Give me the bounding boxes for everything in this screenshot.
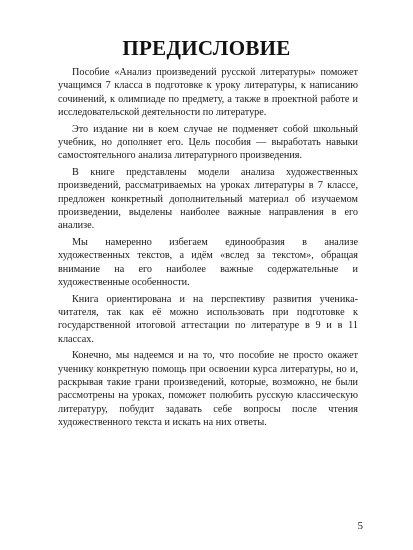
paragraph-4: Мы намеренно избегаем единообразия в анализе художественных текстов, а идём «вслед за текстом», обращая внимание на его наиболее важные содержательные и художественные особенности. — [58, 236, 358, 289]
paragraph-2: Это издание ни в коем случае не подменяет собой школьный учебник, но дополняет его. Цель пособия — выработать навыки самостоятельного анализа литературного произведения. — [58, 123, 358, 162]
paragraph-1: Пособие «Анализ произведений русской литературы» поможет учащимся 7 класса в подготовке к уроку литературы, к написанию сочинений, к олимпиаде по предмету, а также в проектной работе и исследовательской деятельности по литературе. — [58, 67, 358, 119]
page-number: 5 — [357, 520, 363, 532]
paragraph-5: Книга ориентирована и на перспективу развития ученика-читателя, так как её можно использовать при подготовке к государственной итоговой аттестации по литературе в 9 и в 11 классах. — [58, 293, 358, 345]
paragraph-3: В книге представлены модели анализа художественных произведений, рассматриваемых на уроках литературы в 7 классе, предложен конкретный дополнительный материал об изучаемом произведении, выделены наиболее важные направления в его анализе. — [58, 166, 358, 232]
paragraph-6: Конечно, мы надеемся и на то, что пособие не просто окажет ученику конкретную помощь при освоении курса литературы, но и, раскрывая такие грани произведений, которые, возможно, не были рассмотрены на уроках, поможет полюбить русскую классическую литературу, побудит задавать себе вопросы после чтения художественного текста и искать на них ответы. — [58, 350, 358, 429]
body-text — [58, 66, 358, 433]
page-title: ПРЕДИСЛОВИЕ — [122, 36, 291, 60]
